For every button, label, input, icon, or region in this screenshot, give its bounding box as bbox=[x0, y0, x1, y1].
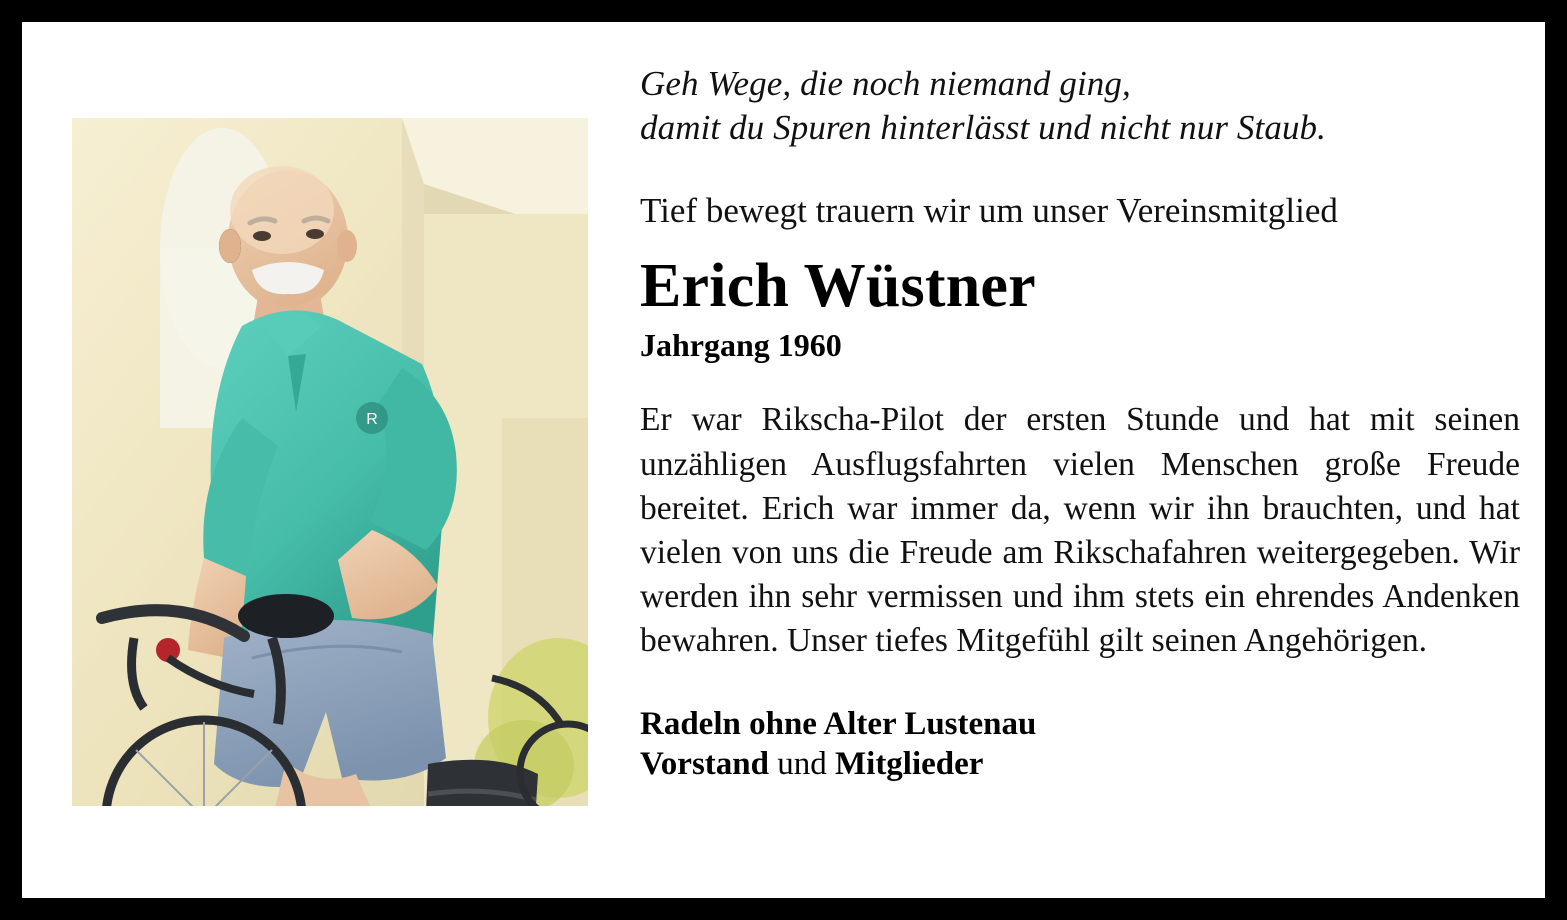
tribute-body-text: Er war Rikscha-Pilot der ersten Stunde und hat mit seinen unzähligen Ausflugsfahrten vielen Menschen große Freude bereitet. Erich war immer da, wenn wir ihn brauchten, und hat vielen von uns die Freude am Rikschafahren weitergegeben. Wir werden ihn sehr vermissen und ihm stets ein ehrendes Andenken bewahren. Unser tiefes Mitgefühl gilt seinen Angehörigen. bbox=[640, 401, 1520, 660]
mourning-lead-text: Tief bewegt trauern wir um unser Vereinsmitglied bbox=[640, 191, 1338, 231]
deceased-name: Erich Wüstner bbox=[640, 252, 1036, 321]
signature-block bbox=[640, 664, 1520, 785]
notice-text-column bbox=[640, 44, 1520, 894]
verse bbox=[640, 44, 1520, 150]
portrait-photo bbox=[72, 118, 588, 806]
photo-illustration bbox=[72, 118, 588, 806]
verse-line-1: Geh Wege, die noch niemand ging, bbox=[640, 64, 1131, 103]
signature-organisation: Radeln ohne Alter Lustenau bbox=[640, 705, 1037, 742]
notice-inner bbox=[22, 22, 1545, 898]
svg-text:R: R bbox=[366, 411, 378, 428]
signature-role-left: Vorstand bbox=[640, 745, 769, 782]
signature-role-middle: und bbox=[769, 745, 835, 782]
birth-year-label: Jahrgang 1960 bbox=[640, 327, 842, 364]
signature-role-line bbox=[640, 744, 1520, 784]
verse-line-2: damit du Spuren hinterlässt und nicht nur Staub. bbox=[640, 108, 1327, 148]
signature-role-right: Mitglieder bbox=[835, 745, 984, 782]
